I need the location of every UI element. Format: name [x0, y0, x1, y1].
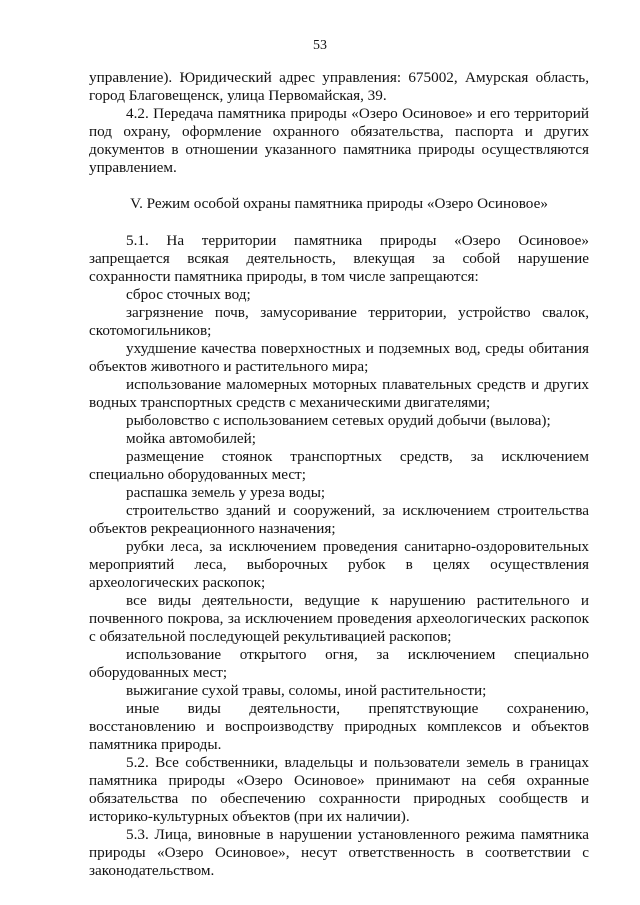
paragraph: размещение стоянок транспортных средств, за исключением специально оборудованных мест; [89, 448, 589, 483]
paragraph: 4.2. Передача памятника природы «Озеро Осиновое» и его территорий под охрану, оформление охранного обязательства, паспорта и других документов в отношении указанного памятника природы осуществляются управлением. [89, 105, 589, 176]
paragraph: рубки леса, за исключением проведения санитарно-оздоровительных мероприятий леса, выборочных рубок в целях осуществления археологических раскопок; [89, 538, 589, 591]
paragraph: управление). Юридический адрес управления: 675002, Амурская область, город Благовещенск, улица Первомайская, 39. [89, 69, 589, 104]
paragraph: использование открытого огня, за исключением специально оборудованных мест; [89, 646, 589, 681]
paragraph: выжигание сухой травы, соломы, иной растительности; [126, 682, 487, 699]
paragraph: мойка автомобилей; [126, 430, 257, 447]
paragraphs-before-heading [89, 69, 589, 177]
paragraph: сброс сточных вод; [126, 286, 251, 303]
paragraph: загрязнение почв, замусоривание территории, устройство свалок, скотомогильников; [89, 304, 589, 339]
paragraph: 5.3. Лица, виновные в нарушении установленного режима памятника природы «Озеро Осиновое», несут ответственность в соответствии с законодательством. [89, 826, 589, 879]
paragraph: иные виды деятельности, препятствующие сохранению, восстановлению и воспроизводству природных комплексов и объектов памятника природы. [89, 700, 589, 753]
page-number: 53 [313, 38, 327, 53]
section-heading: V. Режим особой охраны памятника природы «Озеро Осиновое» [130, 195, 548, 212]
paragraphs-after-heading [89, 232, 589, 880]
paragraph: 5.2. Все собственники, владельцы и пользователи земель в границах памятника природы «Озеро Осиновое» принимают на себя охранные обязательства по обеспечению сохранности природных сообществ и историко-культурных объектов (при их наличии). [89, 754, 589, 825]
page-content [89, 69, 589, 880]
paragraph: использование маломерных моторных плавательных средств и других водных транспортных средств с механическими двигателями; [89, 376, 589, 411]
paragraph: 5.1. На территории памятника природы «Озеро Осиновое» запрещается всякая деятельность, влекущая за собой нарушение сохранности памятника природы, в том числе запрещаются: [89, 232, 589, 285]
paragraph: рыболовство с использованием сетевых орудий добычи (вылова); [126, 412, 551, 429]
paragraph: ухудшение качества поверхностных и подземных вод, среды обитания объектов животного и растительного мира; [89, 340, 589, 375]
paragraph: распашка земель у уреза воды; [126, 484, 326, 501]
paragraph: все виды деятельности, ведущие к нарушению растительного и почвенного покрова, за исключением проведения археологических раскопок с обязательной последующей рекультивацией раскопов; [89, 592, 589, 645]
paragraph: строительство зданий и сооружений, за исключением строительства объектов рекреационного назначения; [89, 502, 589, 537]
